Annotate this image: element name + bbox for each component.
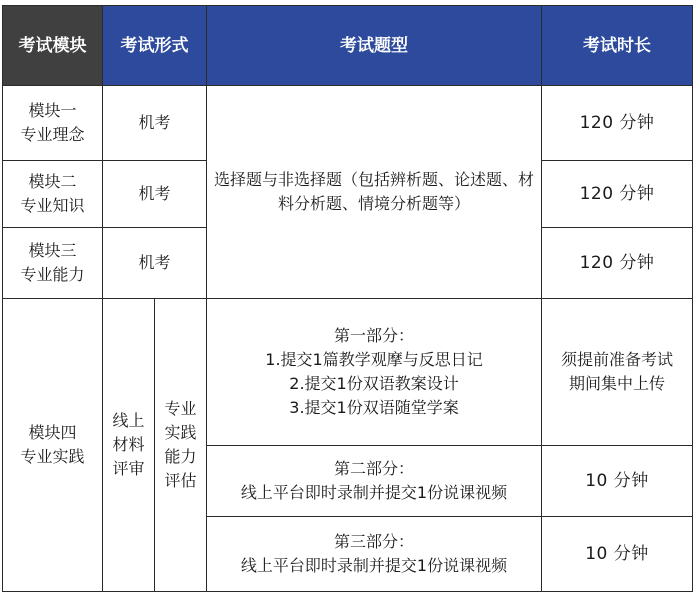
module-cell [3,299,103,592]
form-online-review-cell: 线上 材料 评审 [103,299,155,592]
module-name: 专业知识 [20,196,85,215]
part1-cell [207,299,542,446]
form-practice-assessment-cell: 专业 实践 能力 评估 [155,299,207,592]
part3-cell [207,517,542,592]
duration-cell: 10 分钟 [542,446,693,517]
form-cell: 机考 [103,161,207,228]
module-number: 模块三 [28,241,77,260]
header-module: 考试模块 [3,6,103,86]
duration-cell: 120 分钟 [542,161,693,228]
part2-desc: 线上平台即时录制并提交1份说课视频 [240,483,508,502]
part2-cell [207,446,542,517]
duration-cell: 120 分钟 [542,228,693,299]
table-row [3,299,693,446]
module-cell [3,161,103,228]
form-cell: 机考 [103,86,207,161]
module-number: 模块四 [28,423,77,442]
duration-cell: 10 分钟 [542,517,693,592]
part1-duration-cell: 须提前准备考试 期间集中上传 [542,299,693,446]
module-name: 专业实践 [20,447,85,466]
part1-item: 2.提交1份双语教案设计 [289,374,459,393]
part1-title: 第一部分： [333,326,414,345]
duration-cell: 120 分钟 [542,86,693,161]
module-number: 模块二 [28,172,77,191]
part3-desc: 线上平台即时录制并提交1份说课视频 [240,556,508,575]
header-row [3,6,693,86]
part1-item: 1.提交1篇教学观摩与反思日记 [265,350,483,369]
part1-item: 3.提交1份双语随堂学案 [289,398,459,417]
module-name: 专业能力 [20,265,85,284]
header-type: 考试题型 [207,6,542,86]
exam-table [2,5,693,592]
question-type-cell: 选择题与非选择题（包括辨析题、论述题、材料分析题、情境分析题等） [207,86,542,299]
module-cell [3,228,103,299]
module-name: 专业理念 [20,125,85,144]
module-number: 模块一 [28,101,77,120]
form-cell: 机考 [103,228,207,299]
table-row [3,86,693,161]
part2-title: 第二部分： [333,459,414,478]
header-form: 考试形式 [103,6,207,86]
module-cell [3,86,103,161]
header-duration: 考试时长 [542,6,693,86]
part3-title: 第三部分： [333,532,414,551]
